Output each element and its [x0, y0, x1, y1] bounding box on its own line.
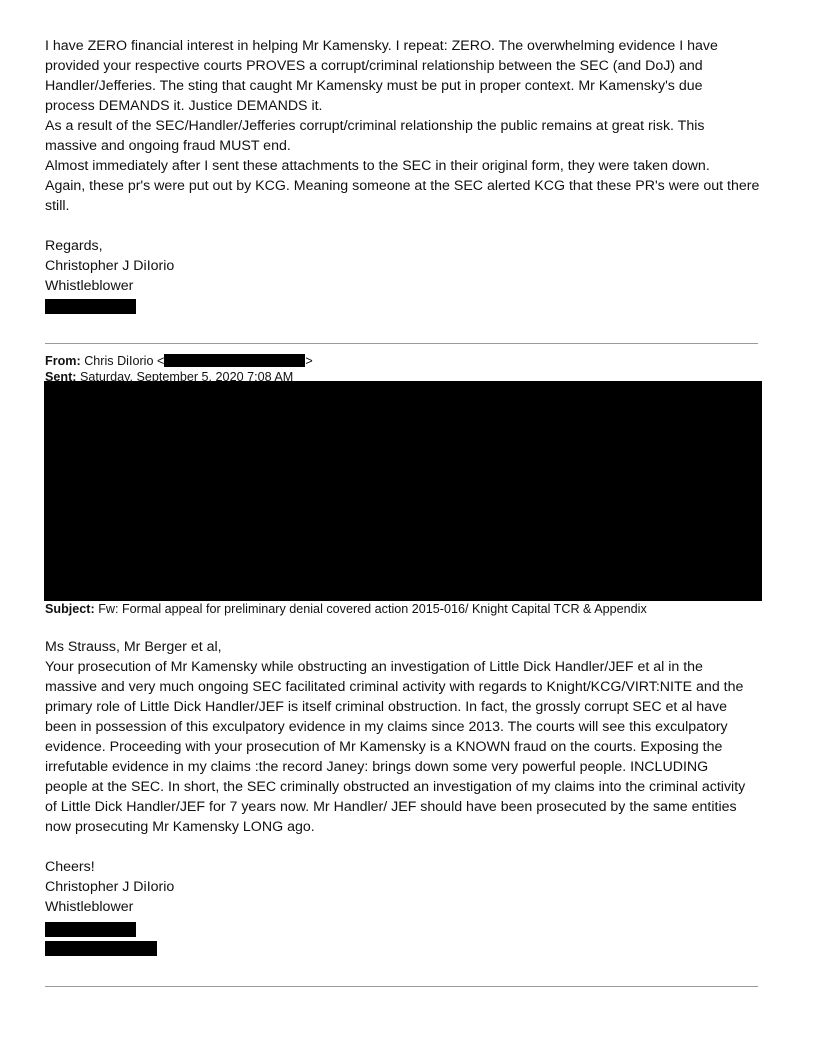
- divider: [45, 343, 758, 344]
- redaction-box: [45, 922, 136, 937]
- first-message-body: [45, 36, 771, 216]
- redaction-box: [164, 354, 305, 367]
- body-line: primary role of Little Dick Handler/JEF is itself criminal obstruction. In fact, the grossly corrupt SEC et al have: [45, 699, 728, 715]
- body-line: massive and ongoing fraud MUST end.: [45, 138, 291, 154]
- body-line: massive and very much ongoing SEC facilitated criminal activity with regards to Knight/KCG/VIRT:NITE and the: [45, 679, 744, 695]
- body-line: irrefutable evidence in my claims :the record Janey: brings down some very powerful people. INCLUDING: [45, 759, 709, 775]
- body-line: still.: [45, 198, 70, 214]
- body-line: now prosecuting Mr Kamensky LONG ago.: [45, 819, 315, 835]
- body-line: Almost immediately after I sent these attachments to the SEC in their original form, they were taken down.: [45, 158, 710, 174]
- subject-value: Fw: Formal appeal for preliminary denial covered action 2015-016/ Knight Capital TCR & Appendix: [98, 602, 647, 616]
- body-line: of Little Dick Handler/JEF for 7 years now. Mr Handler/ JEF should have been prosecuted by the same entities: [45, 799, 737, 815]
- subject-row: [45, 601, 771, 617]
- redaction-box: [45, 299, 136, 314]
- signature-title: Whistleblower: [45, 899, 134, 915]
- body-line: been in possession of this exculpatory evidence in my claims since 2013. The courts will see this exculpatory: [45, 719, 728, 735]
- forward-header: [45, 353, 771, 617]
- body-line: process DEMANDS it. Justice DEMANDS it.: [45, 98, 323, 114]
- body-line: provided your respective courts PROVES a corrupt/criminal relationship between the SEC (and DoJ) and: [45, 58, 703, 74]
- body-line: evidence. Proceeding with your prosecution of Mr Kamensky is a KNOWN fraud on the courts. Exposing the: [45, 739, 723, 755]
- from-row: [45, 353, 771, 369]
- email-document: [45, 36, 771, 987]
- from-value: Chris DiIorio <: [84, 354, 165, 368]
- redaction-box: [45, 941, 157, 956]
- second-message-body: [45, 637, 771, 837]
- body-line: As a result of the SEC/Handler/Jefferies corrupt/criminal relationship the public remains at great risk. This: [45, 118, 705, 134]
- from-close: >: [305, 354, 313, 368]
- redaction-block: [44, 381, 762, 601]
- body-line: I have ZERO financial interest in helping Mr Kamensky. I repeat: ZERO. The overwhelming evidence I have: [45, 38, 718, 54]
- second-signature-block: [45, 857, 771, 956]
- signature-name: Christopher J DiIorio: [45, 258, 175, 274]
- signature-title: Whistleblower: [45, 278, 134, 294]
- first-signature-block: [45, 236, 771, 314]
- sent-label: Sent:: [45, 370, 77, 384]
- subject-label: Subject:: [45, 602, 95, 616]
- body-line: Again, these pr's were put out by KCG. Meaning someone at the SEC alerted KCG that these PR's were out there: [45, 178, 760, 194]
- body-line: Handler/Jefferies. The sting that caught Mr Kamensky must be put in proper context. Mr Kamensky's due: [45, 78, 703, 94]
- body-line: people at the SEC. In short, the SEC criminally obstructed an investigation of my claims into the criminal activity: [45, 779, 746, 795]
- body-line: Your prosecution of Mr Kamensky while obstructing an investigation of Little Dick Handler/JEF et al in the: [45, 659, 703, 675]
- signature-name: Christopher J DiIorio: [45, 879, 175, 895]
- closing: Regards,: [45, 238, 103, 254]
- divider: [45, 986, 758, 987]
- sent-value: Saturday, September 5, 2020 7:08 AM: [79, 370, 294, 384]
- closing: Cheers!: [45, 859, 95, 875]
- from-label: From:: [45, 354, 81, 368]
- greeting: Ms Strauss, Mr Berger et al,: [45, 639, 222, 655]
